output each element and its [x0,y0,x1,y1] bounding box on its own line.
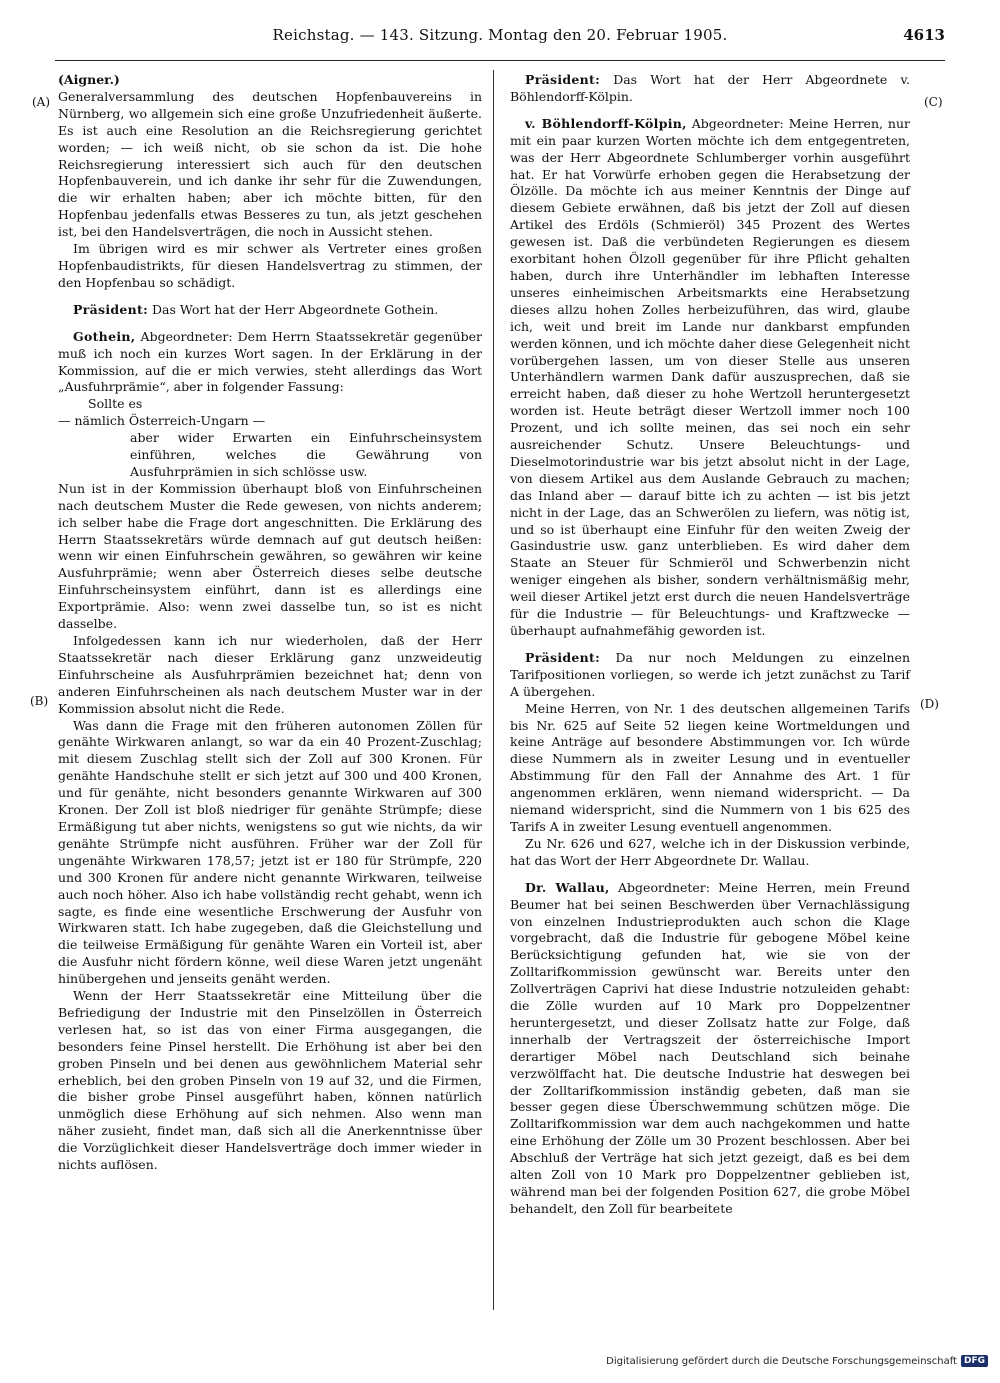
speaker-name: v. Böhlendorff-Kölpin, [525,115,687,131]
quote-line: — nämlich Österreich-Ungarn — [58,413,266,429]
page-number: 4613 [903,26,945,44]
speaker-name: Präsident: [525,649,601,665]
paragraph: Wenn der Herr Staatssekretär eine Mitteilung über die Befriedigung der Industrie mit den Pinselzöllen in Österreich verlesen hat, so ist das von einer Firma ausgegangen, die besonders feine Pinsel herstellt. Die Erhöhung ist aber bei den groben Pinseln und bei denen aus gewöhnlichem Material sehr erheblich, bei den groben Pinseln von 19 auf 32, und die Firmen, die bisher grobe Pinsel ausgeführt haben, können natürlich unmöglich diese Erhöhung auf sich nehmen. Also wenn man näher zusieht, findet man, daß sich all die Anerkenntnisse über die Vorzüglichkeit dieser Handelsverträge doch immer wieder in nichts auflösen. [58,988,482,1173]
paragraph: Zu Nr. 626 und 627, welche ich in der Diskussion verbinde, hat das Wort der Herr Abgeordnete Dr. Wallau. [510,835,910,868]
paragraph: Meine Herren, von Nr. 1 des deutschen allgemeinen Tarifs bis Nr. 625 auf Seite 52 liegen keine Wortmeldungen und keine Anträge auf besondere Abstimmungen vor. Ich würde diese Nummern als in zweiter Lesung und in eventueller Abstimmung für den Fall der Annahme des Art. 1 für angenommen erklären, wenn niemand widerspricht. — Da niemand widerspricht, sind die Nummern von 1 bis 625 des Tarifs A in zweiter Lesung eventuell angenommen. [510,700,910,834]
margin-marker-c: (C) [924,95,943,109]
paragraph: Nun ist in der Kommission überhaupt bloß von Einfuhrscheinen nach deutschem Muster die Rede gewesen, von nichts anderem; ich selber habe die Frage dort angeschnitten. Die Erklärung des Herrn Staatssekretärs würde demnach auf gut deutsch heißen: wenn wir einen Einfuhrschein gewähren, so gewähren wir keine Ausfuhrprämie; wenn aber Österreich dieses selbe deutsche Einfuhrscheinsystem einführt, dann ist es allerdings eine Exportprämie. Also: wenn zwei dasselbe tun, so ist es nicht dasselbe. [58,480,482,632]
speaker-name: Präsident: [525,72,601,87]
speech-gothein: Gothein, Abgeordneter: Dem Herrn Staatssekretär gegenüber muß ich noch ein kurzes Wort sagen. In der Erklärung in der Kommission, auf die er mich verwies, steht allerdings das Wort „Ausfuhrprämie“, aber in folgender Fassung: [58,328,482,395]
speech-president: Präsident: Das Wort hat der Herr Abgeordnete v. Böhlendorff-Kölpin. [510,72,910,104]
speaker-name: Gothein, [73,328,136,344]
paragraph: Infolgedessen kann ich nur wiederholen, daß der Herr Staatssekretär nach dieser Erklärung ganz unzweideutig Einfuhrscheine als Ausfuhrprämien bezeichnet hat; denn von anderen Einfuhrscheinen als nach deutschem Muster war in der Kommission absolut nicht die Rede. [58,633,482,716]
dfg-logo: DFG [961,1355,988,1367]
speaker-name: Präsident: [73,301,149,317]
paragraph: Was dann die Frage mit den früheren autonomen Zöllen für genähte Wirkwaren anlangt, so war da ein 40 Prozent-Zuschlag; mit diesem Zuschlag stellt sich der Zoll auf 300 Kronen. Für genähte Handschuhe stellt er sich jetzt auf 300 und 400 Kronen, und für genähte, nicht besonders genannte Wirkwaren auf 300 Kronen. Der Zoll ist bloß niedriger für genähte Strümpfe; diese Ermäßigung tut aber nichts, wenigstens so gut wie nichts, da wir genähte Strümpfe nicht ausführen. Früher war der Zoll für ungenähte Wirkwaren 178,57; jetzt ist er 180 für Strümpfe, 220 und 300 Kronen für andere nicht genannte Wirkwaren, teilweise auch noch höher. Also ich habe vollständig recht gehabt, wenn ich sagte, es finde eine wesentliche Erschwerung der Ausfuhr von Wirkwaren statt. Ich habe zugegeben, daß die Gleichstellung und die teilweise Ermäßigung für genähte Waren ein Vorteil ist, aber die Ausfuhr nicht fördern könne, weil diese Waren jetzt ungenäht hinübergehen und jenseits genäht werden. [58,717,482,987]
margin-marker-a: (A) [32,95,51,109]
running-header [55,14,945,61]
speech-boehlendorff: v. Böhlendorff-Kölpin, Abgeordneter: Meine Herren, nur mit ein paar kurzen Worten möchte ich dem entgegentreten, was der Herr Abgeordnete Schlumberger vorhin ausgeführt hat. Er hat Vorwürfe erhoben gegen die Herabsetzung der Ölzölle. Da möchte ich aus meiner Kenntnis der Dinge auf diesem Gebiete erwähnen, daß bis jetzt der Zoll auf diesen Artikel des Erdöls (Schmieröl) 345 Prozent des Wertes gewesen ist. Daß die verbündeten Regierungen es diesem exorbitant hohen Ölzoll gegenüber für ihre Pflicht gehalten haben, durch ihre Unterhändler im lebhaften Interesse unseres einheimischen Arbeitsmarkts eine Herabsetzung dieses allzu hohen Zolles herbeizuführen, das wird, glaube ich, weit und breit im Lande nur dankbarst empfunden werden können, und ich möchte daher diese Gelegenheit nicht vorübergehen lassen, um von dieser Stelle aus unseren Unterhändlern warmen Dank dafür auszusprechen, daß sie erreicht haben, daß dieser zu hohe Wertzoll heruntergesetzt worden ist. Heute beträgt dieser Wertzoll immer noch 100 Prozent, und ich sollte meinen, das sei noch ein sehr ausreichender Schutz. Unsere Beleuchtungs- und Dieselmotorindustrie war bis jetzt absolut nicht in der Lage, von diesem Artikel aus dem Auslande Gebrauch zu machen; das Inland aber — darauf bitte ich zu achten — ist bis jetzt nicht in der Lage, das an Schwerölen zu liefern, was nötig ist, und so ist überhaupt eine Einfuhr für den weiten Zweig der Gasindustrie usw. ganz unterblieben. Es wird daher dem Staate an Steuer für Schmieröl und Schwerbenzin nicht weniger eingehen als bisher, sondern verhältnismäßig mehr, weil dieser Artikel jetzt erst durch die neuen Handelsverträge für die Industrie — für Beleuchtungs- und Kraftzwecke — überhaupt aufnahmefähig geworden ist. [510,115,910,638]
paragraph: Generalversammlung des deutschen Hopfenbauvereins in Nürnberg, wo allgemein sich eine große Unzufriedenheit äußerte. Es ist auch eine Resolution an die Reichsregierung gerichtet worden; — ich weiß nicht, ob sie schon da ist. Die hohe Reichsregierung interessiert sich auch für den deutschen Hopfenbauverein, und ich danke ihr sehr für die Zuwendungen, die wir erhalten haben; aber ich möchte bitten, für den Hopfenbau jedenfalls etwas Besseres zu tun, als jetzt geschehen ist, bei den Handelsverträgen, die noch in Aussicht stehen. [58,88,482,240]
digitization-credit [606,1355,988,1367]
speech-president: Präsident: Da nur noch Meldungen zu einzelnen Tarifpositionen vorliegen, so werde ich jetzt zunächst zu Tarif A übergehen. [510,649,910,699]
paragraph: Im übrigen wird es mir schwer als Vertreter eines großen Hopfenbaudistrikts, für diesen Handelsvertrag zu stimmen, der den Hopfenbau so schädigt. [58,241,482,290]
column-divider [493,70,494,1310]
speaker-continuation: (Aigner.) [58,72,120,87]
quote-line: aber wider Erwarten ein Einfuhrscheinsystem einführen, welches die Gewährung von Ausfuhrprämien in sich schlösse usw. [130,430,482,479]
margin-marker-b: (B) [30,694,49,708]
header-title: Reichstag. — 143. Sitzung. Montag den 20. Februar 1905. [272,26,728,44]
margin-marker-d: (D) [920,697,939,711]
speech-wallau: Dr. Wallau, Abgeordneter: Meine Herren, mein Freund Beumer hat bei seinen Beschwerden über Vernachlässigung von einzelnen Industrieprodukten auch schon die Klage vorgebracht, daß die Industrie für gebogene Möbel keine Berücksichtigung gefunden hat, wie sie von der Zolltarifkommission gewünscht war. Bereits unter den Zollverträgen Caprivi hat diese Industrie notzuleiden gehabt: die Zölle wurden auf 10 Mark pro Doppelzentner heruntergesetzt, und dieser Zollsatz hatte zur Folge, daß innerhalb der Vertragszeit der österreichische Import derartiger Möbel nach Deutschland sich beinahe verzwölffacht hat. Die deutsche Industrie hat deswegen bei der Zolltarifkommission inständig gebeten, daß man sie besser gegen diese Überschwemmung schützen möge. Die Zolltarifkommission war dem auch nachgekommen und hatte eine Erhöhung der Zölle um 30 Prozent beschlossen. Aber bei Abschluß der Verträge hat sich jetzt gezeigt, daß es bei dem alten Zoll von 10 Mark pro Doppelzentner geblieben ist, während man bei der folgenden Position 627, die grobe Möbel behandelt, den Zoll für bearbeitete [510,879,910,1216]
right-column [510,72,910,1218]
speech-president: Präsident: Das Wort hat der Herr Abgeordnete Gothein. [73,301,439,317]
quote-line: Sollte es [88,396,143,412]
speaker-name: Dr. Wallau, [525,879,610,895]
left-column [58,72,482,1174]
credit-text: Digitalisierung gefördert durch die Deutsche Forschungsgemeinschaft [606,1355,957,1367]
